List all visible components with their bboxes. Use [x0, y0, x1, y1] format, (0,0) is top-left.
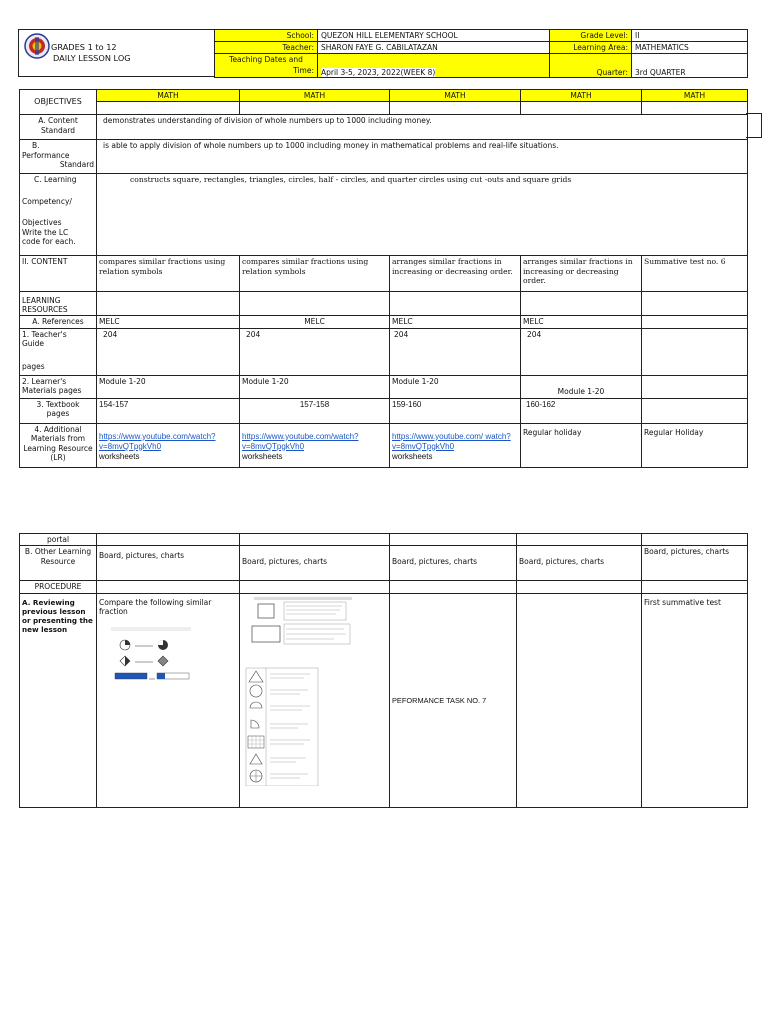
lesson-table-1	[19, 89, 748, 468]
other-day-1: Board, pictures, charts	[97, 546, 240, 581]
content-standard-label: A. Content Standard	[20, 115, 97, 140]
lesson-table-2	[19, 533, 748, 808]
holiday-day-4: Regular holiday	[521, 423, 642, 467]
youtube-link-1[interactable]: https://www.youtube.com/watch?v=8mvQTpgkVh0	[99, 431, 216, 451]
review-day-2	[240, 593, 390, 807]
grade-label: Grade Level:	[550, 30, 632, 42]
ref-day-2: MELC	[240, 316, 390, 328]
compare-text: Compare the following similar fraction	[99, 597, 212, 617]
header-frame	[18, 29, 215, 77]
teacher-label: Teacher:	[215, 42, 318, 54]
area-label: Learning Area:	[550, 42, 632, 54]
day-header-3: MATH	[390, 90, 521, 102]
learning-competency-label	[20, 174, 97, 256]
other-day-2: Board, pictures, charts	[240, 546, 390, 581]
tg-day-2: 204	[240, 328, 390, 375]
am-day-3	[390, 423, 521, 467]
worksheets-1: worksheets	[99, 451, 140, 461]
review-day-4	[517, 593, 642, 807]
fraction-comparison-figure	[111, 627, 211, 689]
performance-standard-text: is able to apply division of whole numbers up to 1000 including money in mathematical problems and real-life situations.	[97, 140, 748, 174]
tb-day-4: 160-162	[521, 398, 642, 423]
dates-label-line1: Teaching Dates and	[229, 55, 303, 65]
tg-label-1: 1. Teacher's	[22, 329, 67, 339]
lc-label-5: code for each.	[22, 236, 76, 246]
quarter-value: 3rd QUARTER	[632, 54, 748, 78]
lc-label-3: Objectives	[22, 218, 62, 228]
youtube-link-2[interactable]: https://www.youtube.com/watch?v=8mvQTpgkVh0	[242, 431, 359, 451]
overflow-border	[746, 113, 762, 138]
lm-day-1: Module 1-20	[97, 375, 240, 398]
tb-label-2: pages	[46, 409, 70, 419]
other-resource-label: B. Other Learning Resource	[20, 546, 97, 581]
header-table	[214, 29, 748, 78]
additional-materials-label: 4. Additional Materials from Learning Resource (LR)	[20, 423, 97, 467]
grade-value: II	[632, 30, 748, 42]
lc-label-4: Write the LC	[22, 227, 69, 237]
am-day-1	[97, 423, 240, 467]
learning-competency-text: constructs square, rectangles, triangles, circles, half - circles, and quarter circles using cut -outs and square grids	[97, 174, 748, 256]
worksheets-3: worksheets	[392, 451, 433, 461]
performance-standard-label	[20, 140, 97, 174]
performance-task: PEFORMANCE TASK NO. 7	[390, 593, 517, 807]
procedure-label: PROCEDURE	[20, 581, 97, 593]
dates-value-text: April 3-5, 2023, 2022(WEEK 8)	[321, 67, 436, 77]
dates-label	[215, 54, 318, 78]
log-title-line2: DAILY LESSON LOG	[53, 53, 131, 64]
perf-label-1: B.	[32, 141, 40, 151]
other-day-5: Board, pictures, charts	[642, 546, 748, 581]
am-day-2	[240, 423, 390, 467]
perf-label-2: Performance	[22, 150, 70, 160]
summative-test: First summative test	[642, 593, 748, 807]
tg-day-1: 204	[97, 328, 240, 375]
teachers-guide-label	[20, 328, 97, 375]
lm-day-4: Module 1-20	[521, 375, 642, 398]
tb-label-1: 3. Textbook	[36, 399, 80, 409]
review-day-1	[97, 593, 240, 807]
tb-day-3: 159-160	[390, 398, 521, 423]
content-standard-text: demonstrates understanding of division of whole numbers up to 1000 including money.	[97, 115, 748, 140]
content-label: II. CONTENT	[20, 256, 97, 292]
area-value: MATHEMATICS	[632, 42, 748, 54]
tg-day-3: 204	[390, 328, 521, 375]
portal-label: portal	[20, 534, 97, 546]
dates-value	[318, 54, 550, 78]
tb-day-1: 154-157	[97, 398, 240, 423]
other-day-3: Board, pictures, charts	[390, 546, 517, 581]
shapes-worksheet-figure	[244, 596, 354, 786]
lm-day-3: Module 1-20	[390, 375, 521, 398]
lm-day-2: Module 1-20	[240, 375, 390, 398]
content-day-1: compares similar fractions using relation symbols	[97, 256, 240, 292]
tg-day-4: 204	[521, 328, 642, 375]
learning-resources-label: LEARNING RESOURCES	[20, 292, 97, 316]
worksheets-2: worksheets	[242, 451, 283, 461]
review-label: A. Reviewing previous lesson or presenting the new lesson	[20, 593, 97, 807]
day-header-2: MATH	[240, 90, 390, 102]
holiday-day-5: Regular Holiday	[642, 423, 748, 467]
log-title-line1: GRADES 1 to 12	[51, 42, 117, 52]
learners-materials-label: 2. Learner's Materials pages	[20, 375, 97, 398]
quarter-label: Quarter:	[550, 54, 632, 78]
content-day-2: compares similar fractions using relation symbols	[240, 256, 390, 292]
content-day-4: arranges similar fractions in increasing or decreasing order.	[521, 256, 642, 292]
dates-label-line2: Time:	[293, 66, 314, 76]
content-day-5: Summative test no. 6	[642, 256, 748, 292]
ref-day-3: MELC	[390, 316, 521, 328]
lc-label-1: C. Learning	[34, 175, 77, 185]
youtube-link-3[interactable]: https://www.youtube.com/ watch?v=8mvQTpgkVh0	[392, 431, 511, 451]
tb-day-2: 157-158	[240, 398, 390, 423]
ref-day-4: MELC	[521, 316, 642, 328]
references-label: A. References	[20, 316, 97, 328]
content-day-3: arranges similar fractions in increasing or decreasing order.	[390, 256, 521, 292]
textbook-label	[20, 398, 97, 423]
day-header-5: MATH	[642, 90, 748, 102]
lc-label-2: Competency/	[22, 196, 72, 206]
ref-day-1: MELC	[97, 316, 240, 328]
day-header-1: MATH	[97, 90, 240, 102]
school-label: School:	[215, 30, 318, 42]
perf-label-3: Standard	[59, 160, 94, 170]
teacher-value: SHARON FAYE G. CABILATAZAN	[318, 42, 550, 54]
objectives-heading: OBJECTIVES	[20, 90, 97, 115]
tg-label-3: pages	[22, 361, 45, 371]
school-value: QUEZON HILL ELEMENTARY SCHOOL	[318, 30, 550, 42]
tg-label-2: Guide	[22, 339, 45, 349]
day-header-4: MATH	[521, 90, 642, 102]
other-day-4: Board, pictures, charts	[517, 546, 642, 581]
